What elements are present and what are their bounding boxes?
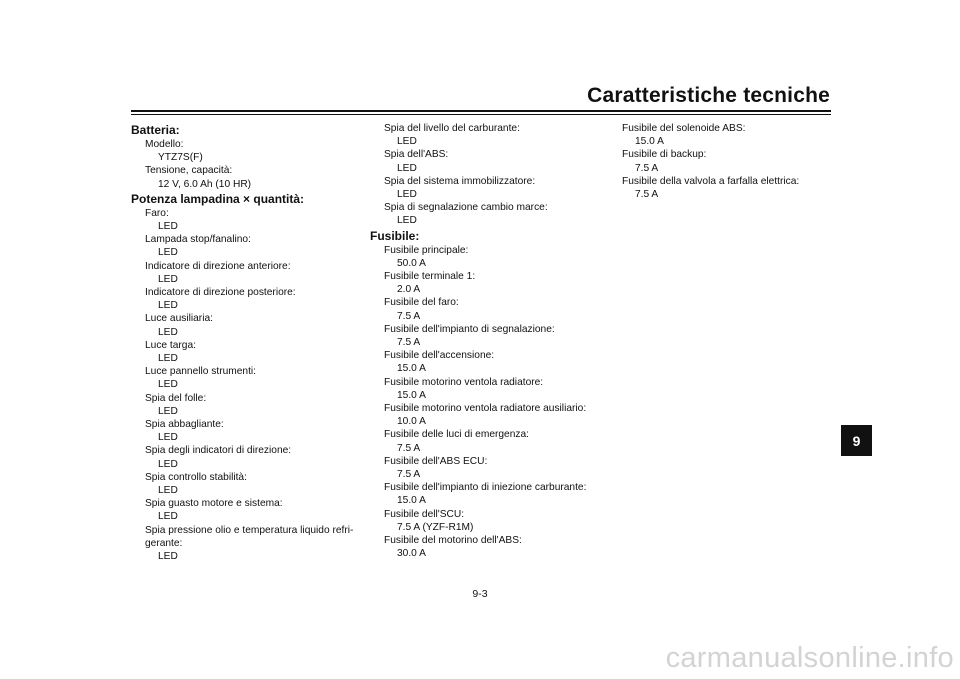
- spec-label: Spia del sistema immobilizzatore:: [384, 175, 536, 187]
- spec-label: Luce pannello strumenti:: [145, 366, 256, 378]
- section-heading: Batteria:: [131, 123, 180, 137]
- spec-label: Spia controllo stabilità:: [145, 471, 247, 483]
- spec-label: Spia degli indicatori di direzione:: [145, 445, 292, 457]
- page-title: Caratteristiche tecniche: [587, 84, 830, 107]
- spec-value: LED: [158, 300, 178, 312]
- spec-label: Fusibile motorino ventola radiatore:: [384, 376, 544, 388]
- section-heading: Potenza lampadina × quantità:: [131, 191, 305, 206]
- spec-value: LED: [158, 353, 178, 365]
- spec-label: Spia di segnalazione cambio marce:: [384, 202, 548, 214]
- spec-value: 7.5 A: [397, 469, 421, 481]
- spec-label: Spia dell'ABS:: [384, 149, 449, 161]
- spec-column-middle: [370, 122, 605, 561]
- section-heading: Fusibile:: [370, 228, 420, 243]
- spec-label: Luce ausiliaria:: [145, 313, 213, 325]
- spec-label: Faro:: [145, 207, 169, 219]
- spec-label: Fusibile del faro:: [384, 297, 459, 309]
- spec-value: 7.5 A: [397, 337, 421, 349]
- spec-column-right: [610, 122, 820, 201]
- spec-value: 15.0 A: [397, 363, 426, 375]
- spec-value: 15.0 A: [635, 136, 664, 148]
- spec-label: Fusibile del motorino dell'ABS:: [384, 535, 522, 547]
- spec-value: LED: [158, 458, 178, 470]
- spec-value: 7.5 A (YZF-R1M): [397, 521, 474, 533]
- spec-label: Modello:: [145, 139, 184, 150]
- spec-value: LED: [158, 432, 178, 444]
- spec-value: LED: [158, 511, 178, 523]
- spec-value: 2.0 A: [397, 284, 421, 296]
- spec-value: LED: [158, 405, 178, 417]
- spec-label: Fusibile di backup:: [622, 149, 707, 161]
- spec-value: LED: [158, 326, 178, 338]
- header-rule-thin: [131, 114, 831, 115]
- spec-label: Fusibile principale:: [384, 244, 469, 256]
- spec-label: Luce targa:: [145, 339, 196, 351]
- spec-label: Fusibile dell'ABS ECU:: [384, 455, 488, 467]
- spec-label: Fusibile delle luci di emergenza:: [384, 429, 529, 441]
- spec-label: Spia abbagliante:: [145, 419, 224, 431]
- spec-value: YTZ7S(F): [158, 152, 203, 164]
- spec-value: 7.5 A: [635, 162, 659, 174]
- spec-label: Lampada stop/fanalino:: [145, 234, 251, 246]
- spec-label: Indicatore di direzione anteriore:: [145, 260, 291, 272]
- spec-value: 7.5 A: [635, 189, 659, 201]
- header-rule-thick: [131, 110, 831, 112]
- spec-value: 15.0 A: [397, 389, 426, 401]
- spec-label: Indicatore di direzione posteriore:: [145, 287, 296, 299]
- spec-value: LED: [397, 189, 417, 201]
- spec-value: 10.0 A: [397, 416, 426, 428]
- watermark: carmanualsonline.info: [665, 642, 954, 674]
- spec-label: Fusibile del solenoide ABS:: [622, 123, 746, 134]
- spec-value: LED: [158, 485, 178, 497]
- spec-value: LED: [158, 221, 178, 233]
- spec-value: 15.0 A: [397, 495, 426, 507]
- spec-value: LED: [158, 273, 178, 285]
- spec-value: 50.0 A: [397, 257, 426, 269]
- spec-label: Tensione, capacità:: [145, 165, 233, 177]
- spec-value: LED: [397, 162, 417, 174]
- spec-value: LED: [158, 379, 178, 391]
- spec-value: 7.5 A: [397, 442, 421, 454]
- spec-label: Spia pressione olio e temperatura liquido refri-gerante:: [145, 524, 354, 549]
- spec-label: Spia del livello del carburante:: [384, 123, 520, 134]
- spec-value: 12 V, 6.0 Ah (10 HR): [158, 178, 252, 190]
- spec-value: 7.5 A: [397, 310, 421, 322]
- spec-label: Fusibile della valvola a farfalla elettrica:: [622, 175, 800, 187]
- spec-label: Fusibile motorino ventola radiatore ausiliario:: [384, 403, 587, 415]
- spec-label: Spia del folle:: [145, 392, 207, 404]
- spec-value: LED: [397, 215, 417, 227]
- spec-value: LED: [158, 551, 178, 563]
- chapter-tab[interactable]: 9: [841, 425, 872, 456]
- spec-label: Fusibile terminale 1:: [384, 271, 476, 283]
- spec-column-left: [131, 122, 361, 563]
- spec-value: 30.0 A: [397, 548, 426, 560]
- spec-label: Fusibile dell'impianto di iniezione carburante:: [384, 482, 587, 494]
- page-number: 9-3: [472, 588, 488, 600]
- spec-value: LED: [397, 136, 417, 148]
- spec-label: Spia guasto motore e sistema:: [145, 498, 283, 510]
- spec-label: Fusibile dell'accensione:: [384, 350, 495, 362]
- spec-label: Fusibile dell'impianto di segnalazione:: [384, 323, 555, 335]
- spec-value: LED: [158, 247, 178, 259]
- spec-label: Fusibile dell'SCU:: [384, 508, 465, 520]
